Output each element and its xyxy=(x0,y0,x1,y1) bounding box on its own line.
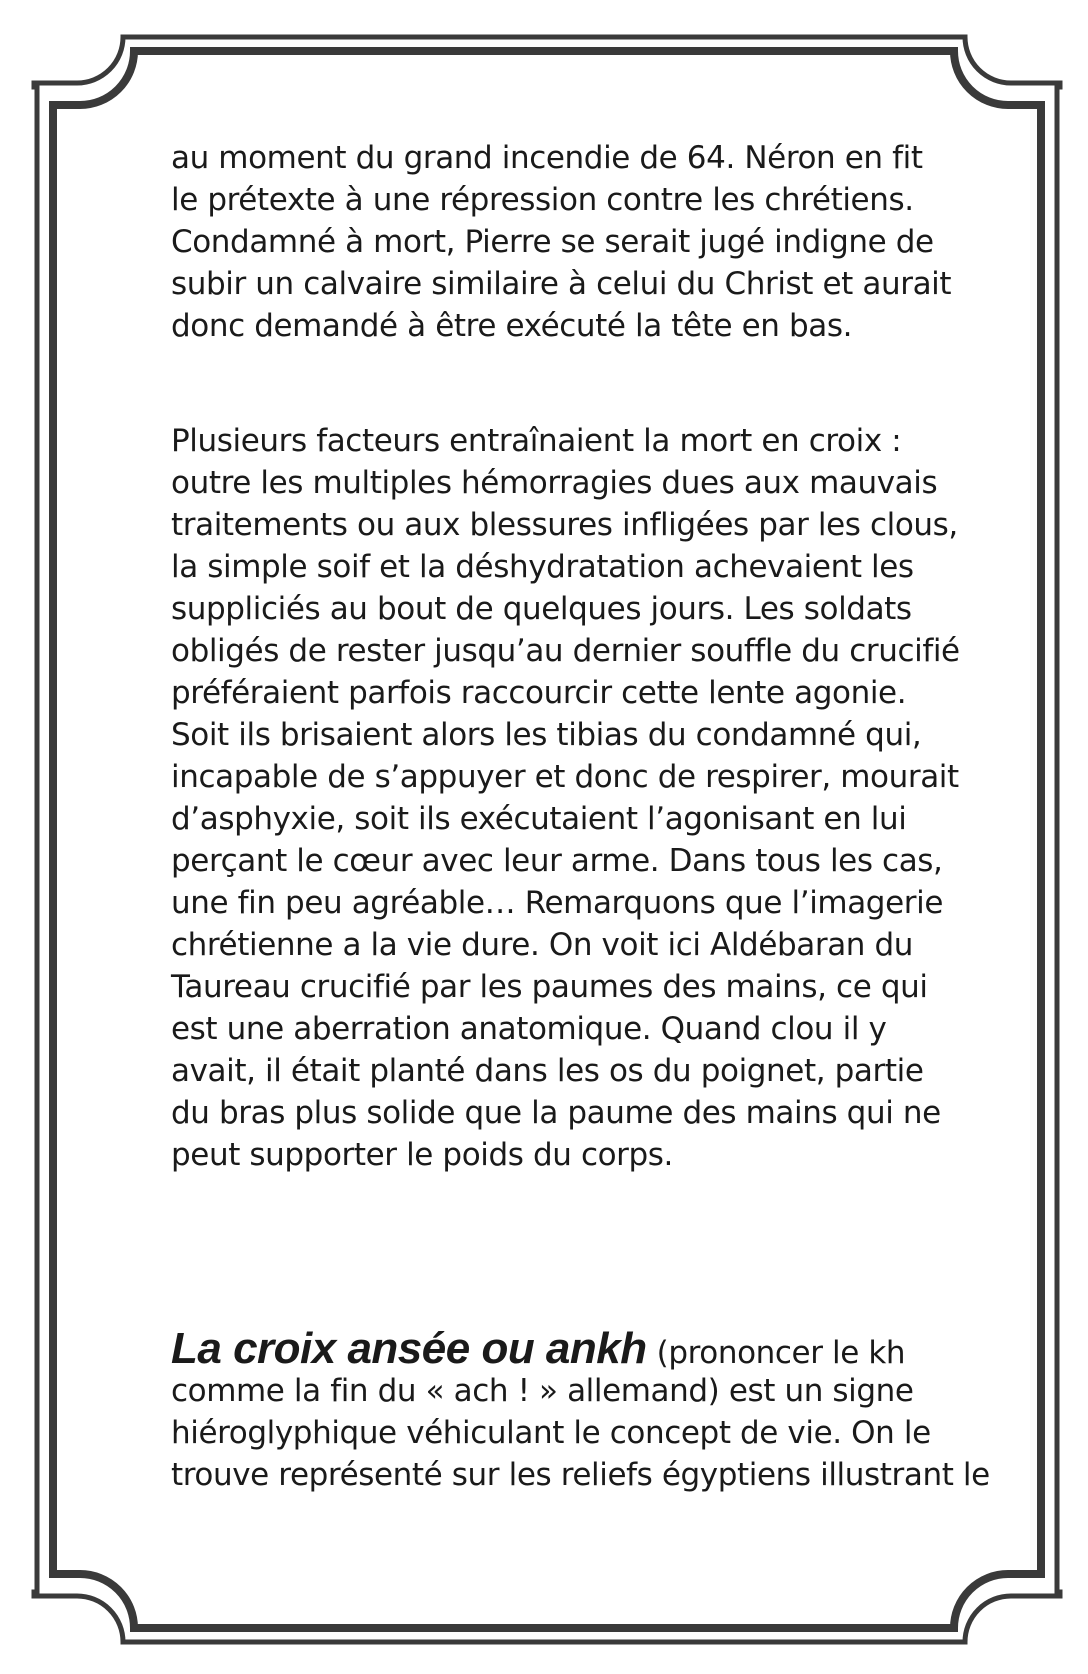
text-line: au moment du grand incendie de 64. Néron en fit xyxy=(171,140,923,176)
text-line: traitements ou aux blessures infligées par les clous, xyxy=(171,507,958,543)
text-line-with-heading xyxy=(171,1324,931,1373)
text-line: peut supporter le poids du corps. xyxy=(171,1137,673,1173)
text-line: le prétexte à une répression contre les chrétiens. xyxy=(171,182,914,218)
text-line: une fin peu agréable… Remarquons que l’imagerie xyxy=(171,885,943,921)
text-line: hiéroglyphique véhiculant le concept de vie. On le xyxy=(171,1415,931,1451)
text-line: Taureau crucifié par les paumes des mains, ce qui xyxy=(171,969,928,1005)
text-line: trouve représenté sur les reliefs égyptiens illustrant le xyxy=(171,1457,990,1493)
text-line: comme la fin du « ach ! » allemand) est un signe xyxy=(171,1373,914,1409)
paragraph-ankh xyxy=(171,1324,990,1496)
paragraph-peter-crucifixion xyxy=(171,137,952,347)
text-line: perçant le cœur avec leur arme. Dans tous les cas, xyxy=(171,843,943,879)
text-line: préféraient parfois raccourcir cette lente agonie. xyxy=(171,675,907,711)
text-line: suppliciés au bout de quelques jours. Les soldats xyxy=(171,591,912,627)
text-line: outre les multiples hémorragies dues aux mauvais xyxy=(171,465,938,501)
text-line: chrétienne a la vie dure. On voit ici Aldébaran du xyxy=(171,927,914,963)
text-line: du bras plus solide que la paume des mains qui ne xyxy=(171,1095,941,1131)
paragraph-death-on-cross xyxy=(171,420,960,1176)
text-line: la simple soif et la déshydratation achevaient les xyxy=(171,549,914,585)
text-line: Soit ils brisaient alors les tibias du condamné qui, xyxy=(171,717,922,753)
text-line: subir un calvaire similaire à celui du Christ et aurait xyxy=(171,266,952,302)
text-line: donc demandé à être exécuté la tête en bas. xyxy=(171,308,853,344)
text-fragment: (prononcer le kh xyxy=(656,1335,906,1371)
text-line: d’asphyxie, soit ils exécutaient l’agonisant en lui xyxy=(171,801,907,837)
section-heading-ankh: La croix ansée ou ankh xyxy=(171,1324,647,1373)
text-line: Plusieurs facteurs entraînaient la mort en croix : xyxy=(171,423,902,459)
text-line: incapable de s’appuyer et donc de respirer, mourait xyxy=(171,759,959,795)
text-line: est une aberration anatomique. Quand clou il y xyxy=(171,1011,887,1047)
text-line: Condamné à mort, Pierre se serait jugé indigne de xyxy=(171,224,934,260)
text-line: obligés de rester jusqu’au dernier souffle du crucifié xyxy=(171,633,960,669)
text-line: avait, il était planté dans les os du poignet, partie xyxy=(171,1053,924,1089)
